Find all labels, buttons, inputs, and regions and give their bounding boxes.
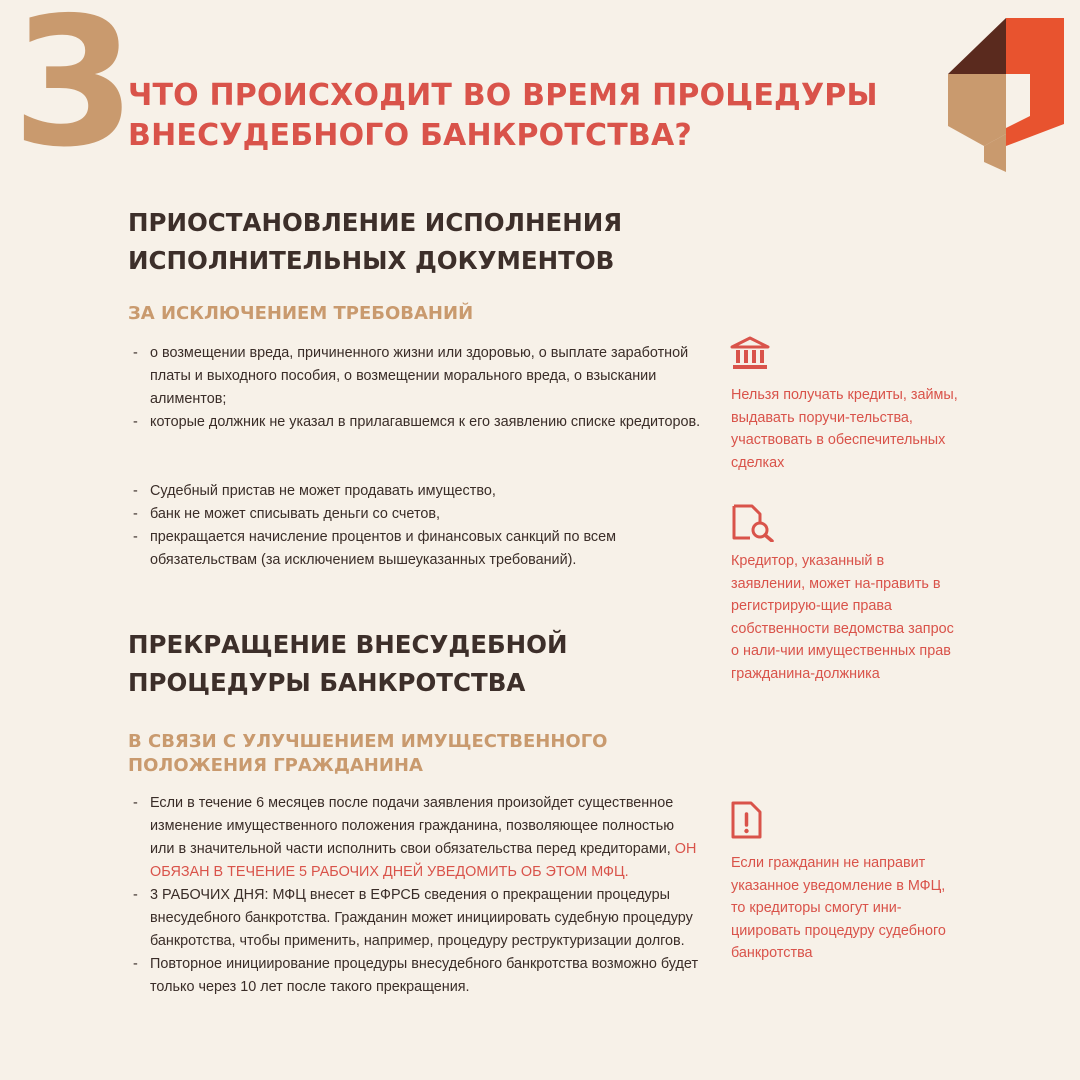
list-item: - которые должник не указал в прилагавшемся к его заявлению списке кредиторов. xyxy=(132,411,707,434)
list-item: - банк не может списывать деньги со счетов, xyxy=(132,503,712,526)
bank-icon xyxy=(730,336,770,372)
list-item: - прекращается начисление процентов и финансовых санкций по всем обязательствам (за исключением вышеуказанных требований). xyxy=(132,526,712,572)
effects-list xyxy=(132,480,712,572)
exceptions-list xyxy=(132,342,707,434)
note-credit-ban: Нельзя получать кредиты, займы, выдавать поручи-тельства, участвовать в обеспечительных сделках xyxy=(731,387,958,471)
section1-title-line1: ПРИОСТАНОВЛЕНИЕ ИСПОЛНЕНИЯ xyxy=(128,208,623,237)
list-item: - Повторное инициирование процедуры внесудебного банкротства возможно будет только через 10 лет после такого прекращения. xyxy=(132,953,702,999)
item-accent-text: ОН ОБЯЗАН В ТЕЧЕНИЕ 5 РАБОЧИХ ДНЕЙ УВЕДОМИТЬ ОБ ЭТОМ МФЦ. xyxy=(150,841,697,880)
list-item: - 3 РАБОЧИХ ДНЯ: МФЦ внесет в ЕФРСБ сведения о прекращении процедуры внесудебного банкротства. Гражданин может инициировать судебную процедуру банкротства, чтобы применить, например, процедуру реструктуризации долгов. xyxy=(132,884,702,953)
section1-title-line2: ИСПОЛНИТЕЛЬНЫХ ДОКУМЕНТОВ xyxy=(128,246,615,275)
list-item: - о возмещении вреда, причиненного жизни или здоровью, о выплате заработной платы и выходного пособия, о возмещении морального вреда, о взыскании алиментов; xyxy=(132,342,707,411)
section2-subtitle xyxy=(128,730,607,778)
section1-title xyxy=(128,204,622,280)
section2-subtitle-line1: В СВЯЗИ С УЛУЧШЕНИЕМ ИМУЩЕСТВЕННОГО xyxy=(128,731,608,752)
note-notification-warning: Если гражданин не направит указанное уведомление в МФЦ, то кредиторы смогут ини-циировать процедуру судебного банкротства xyxy=(731,855,946,961)
termination-list xyxy=(132,792,702,999)
page-title: ЧТО ПРОИСХОДИТ ВО ВРЕМЯ ПРОЦЕДУРЫ ВНЕСУДЕБНОГО БАНКРОТСТВА? xyxy=(128,78,878,153)
section2-subtitle-line2: ПОЛОЖЕНИЯ ГРАЖДАНИНА xyxy=(128,755,423,776)
list-item xyxy=(132,792,702,884)
list-item: - Судебный пристав не может продавать имущество, xyxy=(132,480,712,503)
note-creditor-request: Кредитор, указанный в заявлении, может на-править в регистрирую-щие права собственности ведомства запрос о нали-чии имущественных прав гражданина-должника xyxy=(731,553,954,682)
section1-subtitle: ЗА ИСКЛЮЧЕНИЕМ ТРЕБОВАНИЙ xyxy=(128,303,474,324)
section2-title-line1: ПРЕКРАЩЕНИЕ ВНЕСУДЕБНОЙ xyxy=(128,630,568,659)
step-number: 3 xyxy=(12,0,136,186)
mfc-logo-icon xyxy=(948,16,1064,172)
section2-title xyxy=(128,626,567,702)
document-alert-icon xyxy=(730,800,764,840)
document-search-icon xyxy=(730,502,776,542)
section2-title-line2: ПРОЦЕДУРЫ БАНКРОТСТВА xyxy=(128,668,526,697)
item-text: Если в течение 6 месяцев после подачи заявления произойдет существенное изменение имущественного положения гражданина, позволяющее полностью или в значительной части исполнить свои обязательства перед кредиторами, xyxy=(150,795,675,857)
